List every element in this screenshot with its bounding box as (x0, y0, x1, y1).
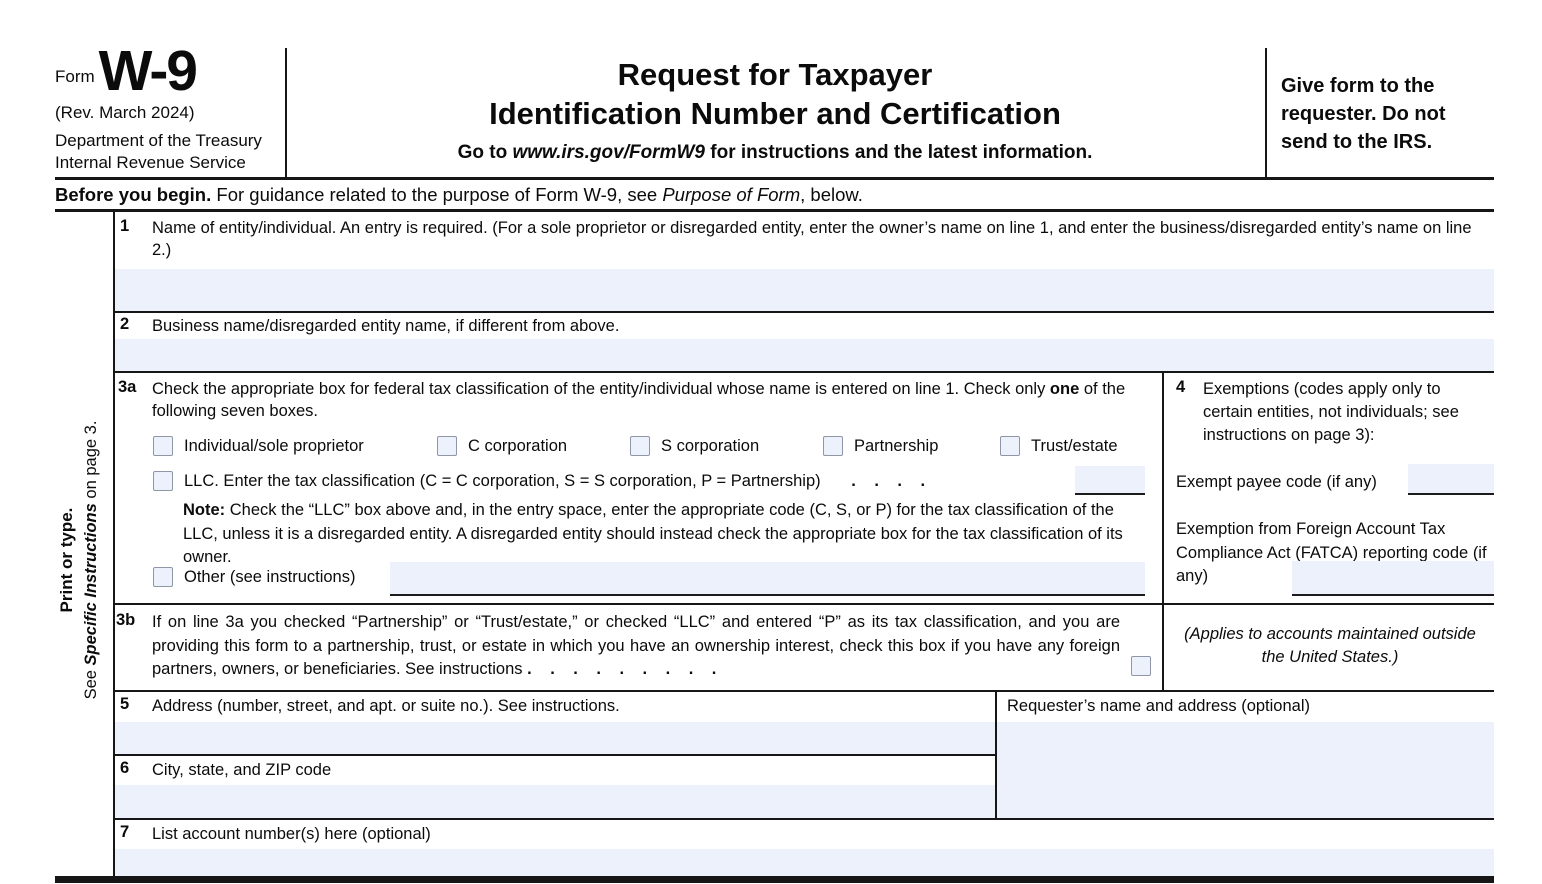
llc-label-text: LLC. Enter the tax classification (C = C corporation, S = S corporation, P = Partnership) (184, 471, 821, 490)
specific-instructions-em: Specific Instructions (82, 503, 100, 666)
other-label: Other (see instructions) (184, 567, 356, 586)
before-you-begin (55, 184, 1255, 206)
city-state-zip-input[interactable] (115, 785, 995, 818)
line5-label: Address (number, street, and apt. or suite no.). See instructions. (152, 697, 620, 715)
print-or-type-sidebar (55, 385, 103, 735)
form-title-line1: Request for Taxpayer (617, 57, 933, 92)
irs-url: www.irs.gov/FormW9 (512, 142, 705, 163)
line5-number: 5 (120, 695, 130, 713)
form-number: W-9 (98, 39, 197, 103)
line7-number: 7 (120, 823, 130, 841)
service-line: Internal Revenue Service (55, 153, 246, 172)
foreign-partners-checkbox[interactable] (1131, 656, 1151, 676)
line4-number: 4 (1176, 378, 1186, 396)
individual-label: Individual/sole proprietor (184, 436, 364, 455)
line3b-dot-leader: . . . . . . . . . (527, 660, 718, 678)
account-numbers-input[interactable] (115, 849, 1494, 876)
line3a-label-one: one (1049, 380, 1080, 398)
row3a-bottom-border (113, 603, 1494, 605)
subtitle-suffix: for instructions and the latest information. (704, 142, 1093, 163)
line2-business-name-input[interactable] (115, 339, 1494, 371)
form-subtitle (285, 142, 1265, 164)
column4-divider (1162, 371, 1164, 690)
llc-note-bold: Note: (183, 501, 226, 519)
form-title-block (285, 55, 1265, 164)
partnership-label: Partnership (854, 436, 939, 455)
tax-class-option-partnership (823, 436, 938, 456)
requester-name-address-input[interactable] (997, 722, 1494, 818)
llc-note (183, 499, 1148, 570)
line3b-number: 3b (116, 611, 136, 629)
individual-checkbox[interactable] (153, 436, 173, 456)
fatca-label: Exemption from Foreign Account Tax Compliance Act (FATCA) reporting code (if any) (1176, 520, 1487, 585)
tax-class-option-llc (153, 471, 926, 491)
llc-code-input[interactable] (1075, 466, 1145, 495)
tax-class-option-trust-estate (1000, 436, 1118, 456)
exempt-payee-label: Exempt payee code (if any) (1176, 473, 1377, 491)
form-title-line2: Identification Number and Certification (489, 96, 1061, 131)
subtitle-prefix: Go to (457, 142, 513, 163)
other-checkbox[interactable] (153, 567, 173, 587)
trust-estate-label: Trust/estate (1031, 436, 1118, 455)
llc-checkbox[interactable] (153, 471, 173, 491)
line4-label: Exemptions (codes apply only to certain entities, not individuals; see instructions on page 3): (1203, 380, 1459, 444)
line3a-label (152, 378, 1157, 422)
line1-number: 1 (120, 217, 130, 235)
before-you-begin-end: , below. (800, 184, 863, 205)
applies-outside-us-note: (Applies to accounts maintained outside the United States.) (1184, 625, 1476, 666)
row2-bottom-border (113, 371, 1494, 373)
llc-note-text: Check the “LLC” box above and, in the entry space, enter the appropriate code (C, S, or P) for the tax classification of the LLC, unless it is a disregarded entity. A disregarded entity should instead check the appropriate box for the tax classification of its owner. (183, 501, 1123, 566)
line1-name-input[interactable] (115, 269, 1494, 311)
tax-class-option-other (153, 567, 355, 587)
give-form-notice: Give form to the requester. Do not send to the IRS. (1281, 75, 1446, 153)
requester-label: Requester’s name and address (optional) (1007, 697, 1310, 715)
line3a-number: 3a (118, 378, 137, 396)
tax-class-option-c-corp (437, 436, 567, 456)
print-or-type-label: Print or type. (57, 507, 76, 613)
line3b-label (152, 611, 1120, 682)
line2-label: Business name/disregarded entity name, if different from above. (152, 317, 620, 335)
see-prefix: See (82, 665, 100, 700)
line7-label: List account number(s) here (optional) (152, 825, 431, 843)
row3b-bottom-border (113, 690, 1494, 692)
c-corporation-checkbox[interactable] (437, 436, 457, 456)
fatca-code-input[interactable] (1292, 561, 1494, 596)
form-revision: (Rev. March 2024) (55, 103, 195, 122)
see-instructions-label (79, 385, 103, 735)
partnership-checkbox[interactable] (823, 436, 843, 456)
tax-class-option-s-corp (630, 436, 759, 456)
c-corporation-label: C corporation (468, 436, 568, 455)
row5-bottom-border (113, 754, 995, 756)
row6-bottom-border (113, 818, 1494, 820)
row1-bottom-border (113, 311, 1494, 313)
s-corporation-label: S corporation (661, 436, 760, 455)
trust-estate-checkbox[interactable] (1000, 436, 1020, 456)
before-you-begin-mid: For guidance related to the purpose of Form W-9, see (211, 184, 663, 205)
table-top-rule (55, 209, 1494, 212)
tax-class-option-individual (153, 436, 364, 456)
llc-label (184, 472, 926, 491)
address-input[interactable] (115, 722, 995, 754)
line3b-label-text: If on line 3a you checked “Partnership” or “Trust/estate,” or checked “LLC” and entered “P” as its tax classification, and you are providing this form to a partnership, trust, or estate in which you have an ownership interest, check this box if you have any foreign partners, owners, or beneficiaries. See instructions (152, 613, 1120, 678)
s-corporation-checkbox[interactable] (630, 436, 650, 456)
llc-dot-leader: . . . . (851, 471, 927, 490)
form-header-left (55, 39, 283, 174)
see-suffix: on page 3. (82, 420, 100, 504)
form-word: Form (55, 67, 95, 86)
before-you-begin-bold: Before you begin. (55, 184, 212, 205)
line1-label: Name of entity/individual. An entry is required. (For a sole proprietor or disregarded entity, enter the owner’s name on line 1, and enter the business/disregarded entity’s name on line 2.) (152, 219, 1472, 259)
line6-number: 6 (120, 759, 130, 777)
header-divider-right (1265, 48, 1267, 178)
other-classification-input[interactable] (390, 562, 1145, 596)
line3a-label-pre: Check the appropriate box for federal tax classification of the entity/individual whose name is entered on line 1. Check only (152, 380, 1050, 398)
purpose-of-form-ref: Purpose of Form (662, 184, 801, 205)
page-bottom-bar (55, 876, 1494, 883)
line2-number: 2 (120, 315, 130, 333)
line6-label: City, state, and ZIP code (152, 761, 332, 779)
exempt-payee-code-input[interactable] (1408, 464, 1494, 495)
department-line: Department of the Treasury (55, 131, 262, 150)
header-rule (55, 177, 1494, 180)
line3a-label-post: of the following seven boxes. (152, 380, 1126, 420)
